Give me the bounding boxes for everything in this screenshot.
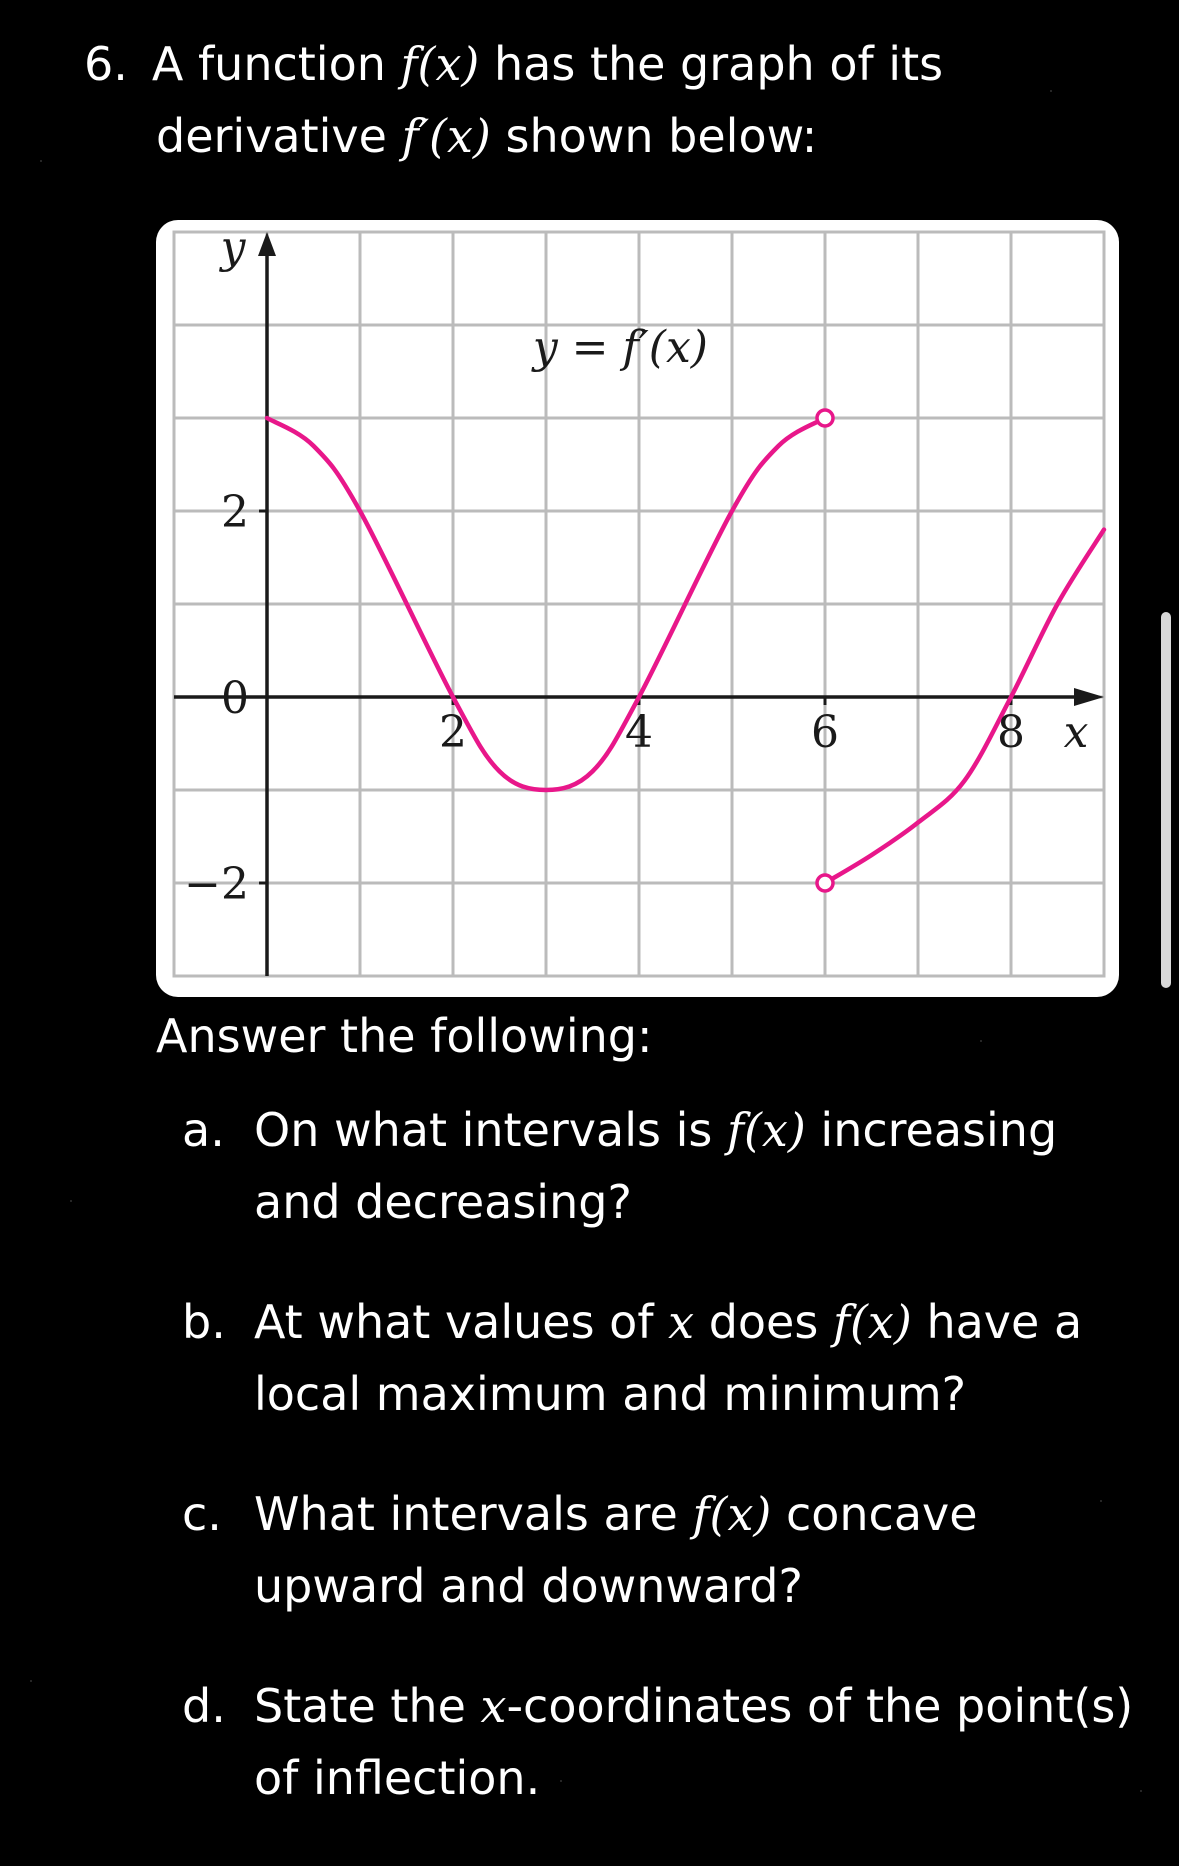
part-c-text: What intervals are bbox=[254, 1487, 693, 1541]
x-tick-label-4: 4 bbox=[625, 707, 653, 758]
open-endpoint bbox=[817, 410, 833, 426]
part-d bbox=[182, 1670, 1133, 1742]
question-number: 6. bbox=[84, 37, 128, 91]
y-tick-label: 2 bbox=[221, 487, 249, 538]
part-b-math: x bbox=[668, 1295, 695, 1349]
part-a-text-2: increasing bbox=[805, 1103, 1058, 1157]
part-d-letter: d. bbox=[182, 1679, 226, 1733]
x-tick-label-2: 2 bbox=[439, 707, 467, 758]
part-b-letter: b. bbox=[182, 1295, 226, 1349]
part-a-letter: a. bbox=[182, 1103, 225, 1157]
math-fx: f(x) bbox=[400, 37, 480, 91]
y-axis-label: y bbox=[220, 222, 246, 273]
part-d-line2: of inflection. bbox=[254, 1751, 541, 1805]
open-endpoint bbox=[817, 875, 833, 891]
part-a-math: f(x) bbox=[726, 1103, 806, 1157]
part-c-text-2: concave bbox=[771, 1487, 978, 1541]
curve-label: y = f′(x) bbox=[532, 322, 708, 374]
part-b-text-2: does bbox=[694, 1295, 833, 1349]
derivative-curve-segment-2 bbox=[825, 530, 1104, 883]
part-a bbox=[182, 1094, 1057, 1166]
question-text-3: derivative bbox=[156, 109, 402, 163]
part-c bbox=[182, 1478, 978, 1550]
part-b-math-2: f(x) bbox=[832, 1295, 912, 1349]
part-c-line2: upward and downward? bbox=[254, 1559, 803, 1613]
question-text-4: shown below: bbox=[490, 109, 818, 163]
x-tick-label-8: 8 bbox=[997, 707, 1025, 758]
x-axis-arrow bbox=[1074, 688, 1104, 706]
part-a-line2: and decreasing? bbox=[254, 1175, 632, 1229]
part-b-line2: local maximum and minimum? bbox=[254, 1367, 967, 1421]
question-line-2 bbox=[156, 100, 817, 172]
part-d-text: State the bbox=[254, 1679, 481, 1733]
scrollbar[interactable] bbox=[1161, 612, 1171, 988]
y-tick-label: −2 bbox=[184, 859, 249, 910]
part-c-math: f(x) bbox=[692, 1487, 772, 1541]
part-b bbox=[182, 1286, 1082, 1358]
part-b-text: At what values of bbox=[254, 1295, 669, 1349]
y-axis-arrow bbox=[258, 232, 276, 256]
part-a-text: On what intervals is bbox=[254, 1103, 727, 1157]
math-fpx: f′(x) bbox=[401, 109, 491, 163]
part-c-letter: c. bbox=[182, 1487, 222, 1541]
y-tick-label: 0 bbox=[221, 673, 249, 724]
part-d-text-2: -coordinates of the point(s) bbox=[506, 1679, 1134, 1733]
question-text-2: has the graph of its bbox=[479, 37, 944, 91]
x-tick-label-6: 6 bbox=[811, 707, 839, 758]
part-b-text-3: have a bbox=[911, 1295, 1083, 1349]
x-axis-label: x bbox=[1063, 707, 1089, 758]
answer-heading: Answer the following: bbox=[156, 1009, 653, 1063]
derivative-graph-card bbox=[156, 220, 1119, 997]
part-d-math: x bbox=[480, 1679, 507, 1733]
question-text-1: A function bbox=[151, 37, 401, 91]
question-line-1 bbox=[84, 28, 943, 100]
derivative-graph bbox=[156, 220, 1119, 997]
